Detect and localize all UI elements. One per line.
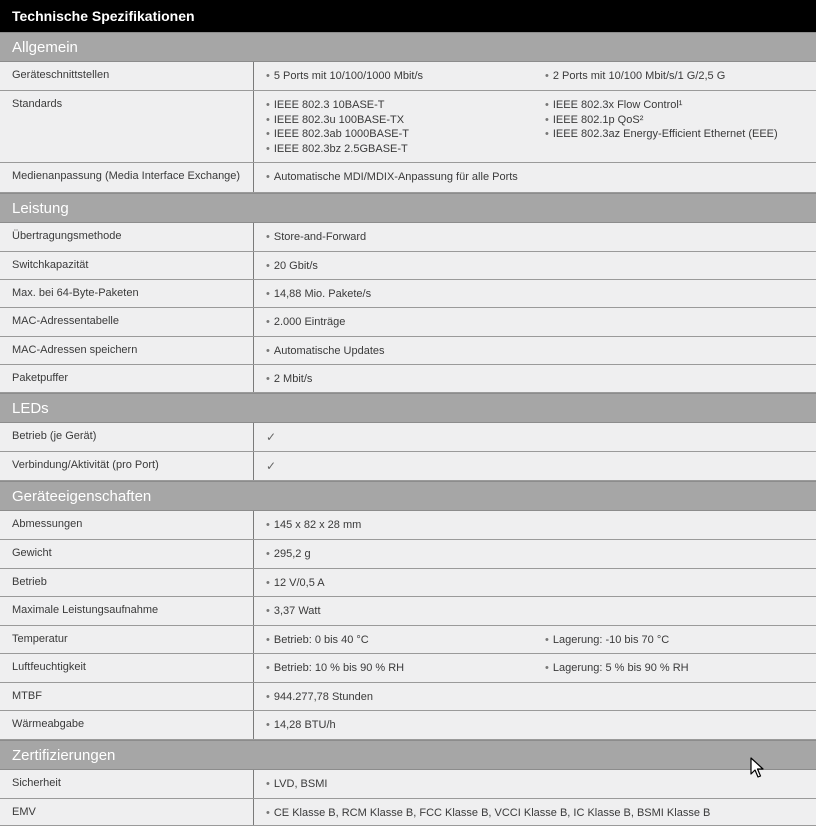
spec-row-mac-adressentabelle: MAC-Adressentabelle • 2.000 Einträge (0, 308, 816, 337)
spec-row-temperatur: Temperatur • Betrieb: 0 bis 40 °C • Lagerung: -10 bis 70 °C (0, 626, 816, 654)
spec-label: Übertragungsmethode (0, 223, 254, 251)
spec-value: IEEE 802.3ab 1000BASE-T (273, 128, 410, 140)
spec-label: Geräteschnittstellen (0, 62, 254, 90)
spec-label: Switchkapazität (0, 252, 254, 279)
section-zertifizierungen: Zertifizierungen (0, 740, 816, 770)
spec-value: 5 Ports mit 10/100/1000 Mbit/s (273, 70, 424, 82)
spec-value: 944.277,78 Stunden (273, 691, 373, 703)
spec-row-betrieb: Betrieb • 12 V/0,5 A (0, 569, 816, 597)
spec-value: 2 Ports mit 10/100 Mbit/s/1 G/2,5 G (552, 70, 726, 82)
section-leds: LEDs (0, 393, 816, 423)
spec-label: Luftfeuchtigkeit (0, 654, 254, 682)
spec-label: EMV (0, 799, 254, 825)
section-leistung: Leistung (0, 193, 816, 223)
spec-value: Betrieb: 10 % bis 90 % RH (273, 662, 405, 674)
spec-label: MTBF (0, 683, 254, 710)
spec-value: Betrieb: 0 bis 40 °C (273, 634, 369, 646)
spec-value: Automatische MDI/MDIX-Anpassung für alle Ports (273, 171, 518, 183)
spec-label: Medienanpassung (Media Interface Exchange) (0, 163, 254, 192)
spec-row-verbindung-aktivitaet (0, 452, 816, 481)
spec-label: Gewicht (0, 540, 254, 568)
spec-value: 2 Mbit/s (273, 373, 313, 385)
spec-value: IEEE 802.3 10BASE-T (273, 99, 385, 111)
spec-value: Automatische Updates (273, 345, 385, 357)
spec-value: 12 V/0,5 A (273, 577, 325, 589)
spec-value: 14,28 BTU/h (273, 719, 336, 731)
spec-value: IEEE 802.3u 100BASE-TX (273, 113, 405, 126)
spec-label: Betrieb (je Gerät) (0, 423, 254, 451)
spec-label: Abmessungen (0, 511, 254, 539)
spec-label: Max. bei 64-Byte-Paketen (0, 280, 254, 307)
page-title: Technische Spezifikationen (0, 0, 816, 32)
spec-label: MAC-Adressentabelle (0, 308, 254, 336)
spec-label: Verbindung/Aktivität (pro Port) (0, 452, 254, 480)
spec-row-geraeteschnittstellen: Geräteschnittstellen • 5 Ports mit 10/100/1000 Mbit/s • 2 Ports mit 10/100 Mbit/s/1 G/2,5 G (0, 62, 816, 91)
spec-row-medienanpassung: Medienanpassung (Media Interface Exchange) • Automatische MDI/MDIX-Anpassung für alle Ports (0, 163, 816, 193)
spec-label: Maximale Leistungsaufnahme (0, 597, 254, 625)
spec-value: Store-and-Forward (273, 231, 367, 243)
spec-label: Temperatur (0, 626, 254, 653)
spec-row-paketpuffer: Paketpuffer • 2 Mbit/s (0, 365, 816, 393)
spec-row-leistungsaufnahme: Maximale Leistungsaufnahme • 3,37 Watt (0, 597, 816, 626)
spec-label: Betrieb (0, 569, 254, 596)
spec-row-gewicht: Gewicht • 295,2 g (0, 540, 816, 569)
spec-value: IEEE 802.3x Flow Control¹ (552, 99, 683, 111)
check-icon: ✓ (266, 430, 277, 444)
spec-label: Wärmeabgabe (0, 711, 254, 739)
spec-value: IEEE 802.3bz 2.5GBASE-T (273, 142, 408, 155)
spec-row-uebertragungsmethode: Übertragungsmethode • Store-and-Forward (0, 223, 816, 252)
section-geraeteeigenschaften: Geräteeigenschaften (0, 481, 816, 511)
spec-label: MAC-Adressen speichern (0, 337, 254, 364)
spec-row-standards: Standards • IEEE 802.3 10BASE-T • IEEE 802.3u 100BASE-TX • IEEE 802.3ab 1000BASE-T • IEEE 802.3bz 2.5GBASE-T • IEEE 802.3x Flow Control¹ • IEEE 802.1p QoS² • IEEE 802.3az Energy-Efficient Ethernet (EEE) (0, 91, 816, 163)
mouse-pointer-icon (750, 757, 764, 779)
spec-row-emv: EMV • CE Klasse B, RCM Klasse B, FCC Klasse B, VCCI Klasse B, IC Klasse B, BSMI Klasse B (0, 799, 816, 826)
spec-value: 3,37 Watt (273, 605, 321, 617)
spec-value: 20 Gbit/s (273, 260, 318, 272)
spec-value: 2.000 Einträge (273, 316, 346, 328)
spec-row-betrieb-led (0, 423, 816, 452)
spec-row-mac-adressen-speichern: MAC-Adressen speichern • Automatische Updates (0, 337, 816, 365)
spec-value: 145 x 82 x 28 mm (273, 519, 362, 531)
spec-value: Lagerung: -10 bis 70 °C (552, 634, 670, 646)
spec-value: LVD, BSMI (273, 778, 328, 790)
spec-row-sicherheit: Sicherheit • LVD, BSMI (0, 770, 816, 799)
spec-label: Paketpuffer (0, 365, 254, 392)
spec-row-mtbf: MTBF • 944.277,78 Stunden (0, 683, 816, 711)
spec-value: CE Klasse B, RCM Klasse B, FCC Klasse B, VCCI Klasse B, IC Klasse B, BSMI Klasse B (273, 807, 711, 819)
spec-row-max-64-byte: Max. bei 64-Byte-Paketen • 14,88 Mio. Pakete/s (0, 280, 816, 308)
spec-row-abmessungen: Abmessungen • 145 x 82 x 28 mm (0, 511, 816, 540)
spec-value: Lagerung: 5 % bis 90 % RH (552, 662, 689, 674)
spec-row-switchkapazitaet: Switchkapazität • 20 Gbit/s (0, 252, 816, 280)
spec-value: 14,88 Mio. Pakete/s (273, 288, 372, 300)
spec-value: IEEE 802.1p QoS² (552, 113, 644, 126)
spec-value: 295,2 g (273, 548, 311, 560)
spec-label: Standards (0, 91, 254, 162)
spec-row-waermeabgabe: Wärmeabgabe • 14,28 BTU/h (0, 711, 816, 740)
check-icon: ✓ (266, 459, 277, 473)
spec-row-luftfeuchtigkeit: Luftfeuchtigkeit • Betrieb: 10 % bis 90 % RH • Lagerung: 5 % bis 90 % RH (0, 654, 816, 683)
section-allgemein: Allgemein (0, 32, 816, 62)
spec-label: Sicherheit (0, 770, 254, 798)
spec-value: IEEE 802.3az Energy-Efficient Ethernet (EEE) (552, 128, 778, 140)
